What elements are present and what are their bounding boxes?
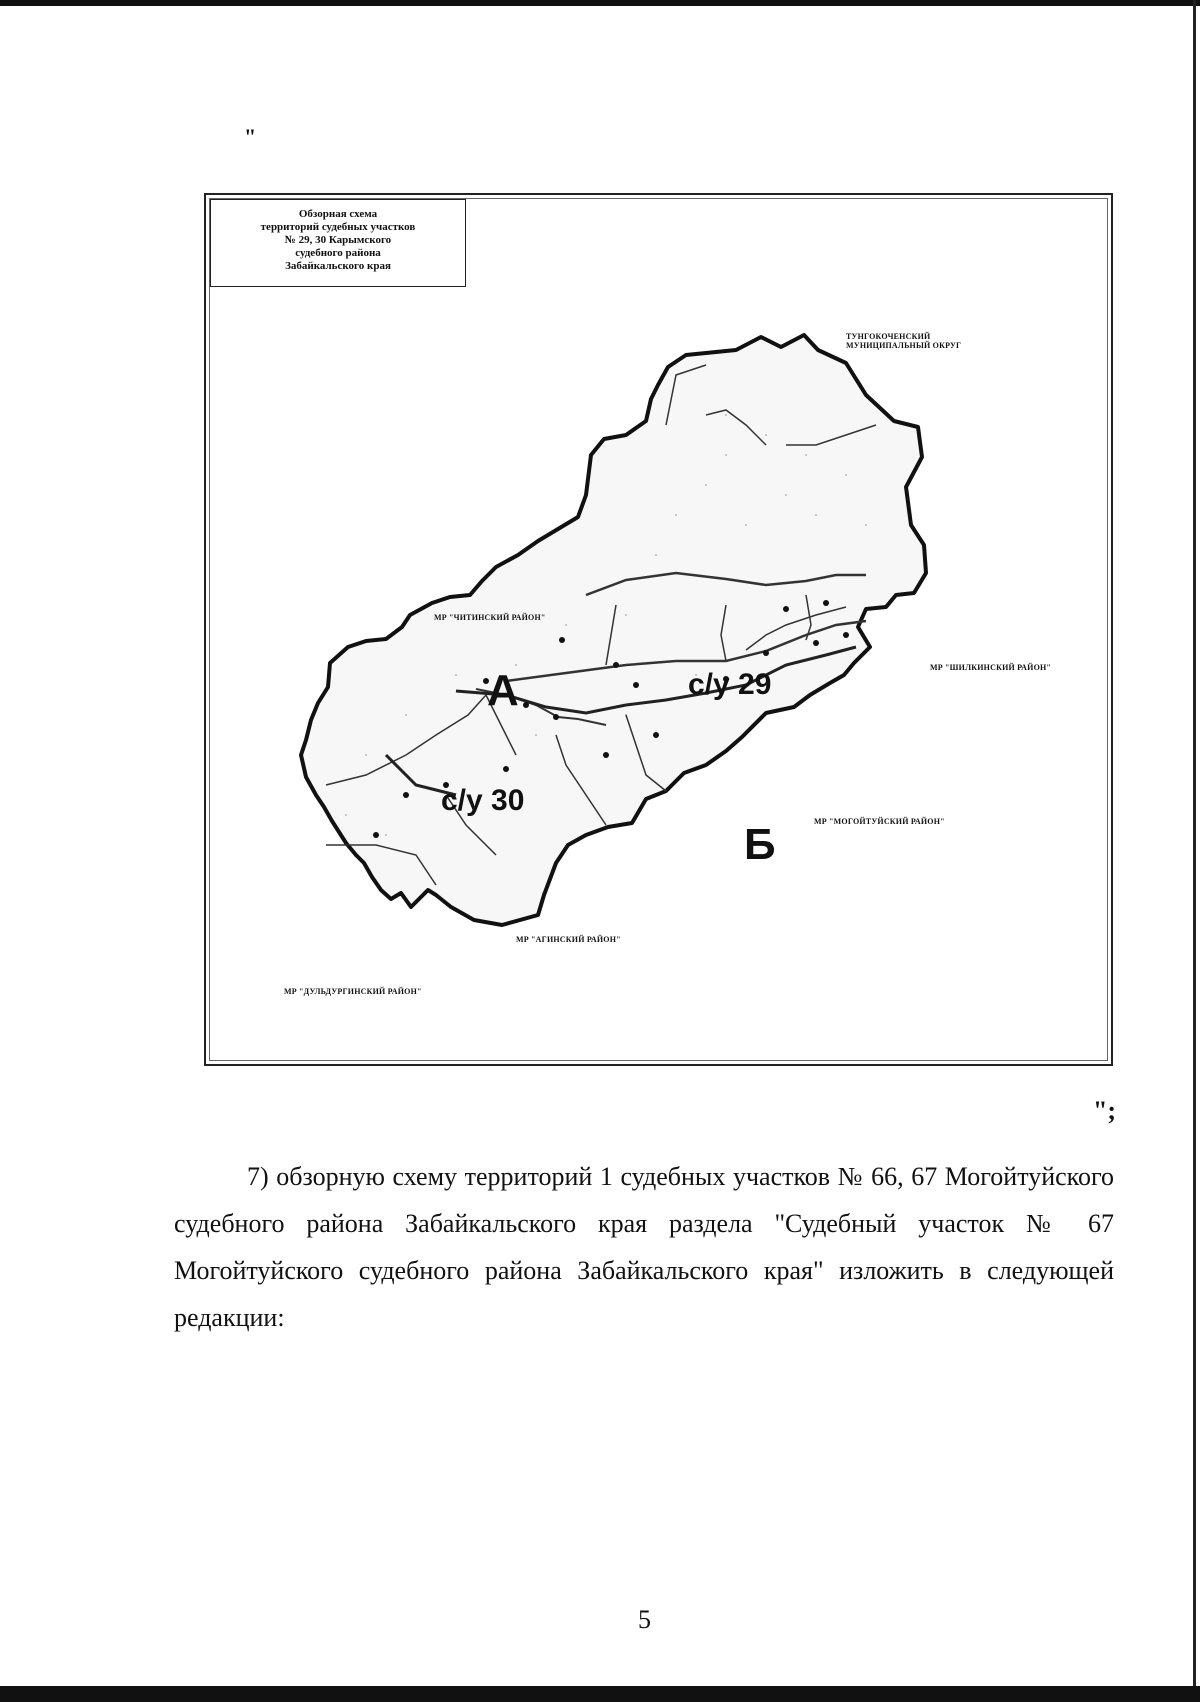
legend-line: № 29, 30 Карымского [284,234,392,246]
territory-outline [301,335,926,925]
neighbor-label-tungokochen: ТУНГОКОЧЕНСКИЙ [846,332,931,341]
sector-30-label: с/у 30 [441,784,525,817]
map-legend-box [210,199,466,287]
legend-line: Обзорная схема [298,208,378,220]
neighbor-label-tungokochen-okrug: МУНИЦИПАЛЬНЫЙ ОКРУГ [846,341,962,350]
neighbor-label-chitinsky: МР "ЧИТИНСКИЙ РАЙОН" [434,613,546,622]
page-number: 5 [638,1605,651,1634]
neighbor-label-mogoytuysky: МР "МОГОЙТУЙСКИЙ РАЙОН" [814,817,945,826]
page-top-border [0,0,1200,6]
amendment-paragraph [174,1153,1114,1341]
amendment-text: 7) обзорную схему территорий 1 судебных участков № 66, 67 Могойтуйского судебного района Забайкальского края раздела "Судебный участок № 67 Могойтуйского судебного района Забайкальского края" изложить в следующей редакции: [174,1162,1114,1332]
legend-line: Забайкальского края [285,260,391,272]
neighbor-label-aginsky: МР "АГИНСКИЙ РАЙОН" [516,935,621,944]
legend-line: судебного района [295,247,381,259]
neighbor-label-duldurginsky: МР "ДУЛЬДУРГИНСКИЙ РАЙОН" [284,987,422,996]
opening-quote: " [244,124,257,149]
point-a-label: А [487,666,519,715]
closing-quote: "; [1093,1096,1117,1125]
district-map [204,193,1113,1066]
legend-line: территорий судебных участков [260,221,416,233]
district-map-drawing [206,195,1111,1064]
sector-29-label: с/у 29 [688,668,772,701]
neighbor-label-shilkinsky: МР "ШИЛКИНСКИЙ РАЙОН" [930,663,1052,672]
page-bottom-border [0,1686,1200,1702]
page-right-border [1193,0,1196,1702]
point-b-label: Б [744,820,776,869]
